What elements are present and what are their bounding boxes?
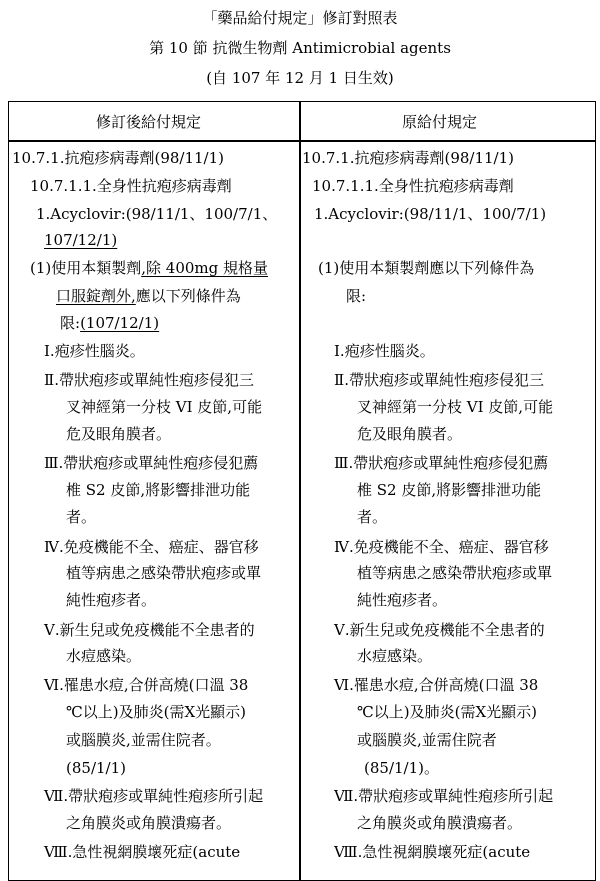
column-divider [299, 101, 301, 881]
condition-item-cont: 或腦膜炎,並需住院者 [357, 731, 497, 749]
condition-item: Ⅱ.帶狀疱疹或單純性疱疹侵犯三 [44, 371, 254, 389]
condition-item-cont: 危及眼角膜者。 [357, 425, 463, 443]
condition-item: Ⅲ.帶狀疱疹或單純性疱疹侵犯薦 [334, 454, 549, 472]
condition-item-cont: 椎 S2 皮節,將影響排泄功能 [66, 481, 251, 499]
clause-added-text: 口服錠劑外, [56, 287, 136, 305]
condition-item-cont: ℃以上)及肺炎(需Ⅹ光顯示) [357, 703, 538, 721]
condition-item: Ⅲ.帶狀疱疹或單純性疱疹侵犯薦 [44, 454, 259, 472]
condition-item: Ⅷ.急性視網膜壞死症(acute [334, 843, 531, 861]
condition-item: Ⅱ.帶狀疱疹或單純性疱疹侵犯三 [334, 371, 544, 389]
condition-item: Ⅳ.免疫機能不全、癌症、器官移 [44, 538, 259, 556]
condition-item-cont: 之角膜炎或角膜潰瘍者。 [357, 814, 523, 832]
condition-item-cont: ℃以上)及肺炎(需Ⅹ光顯示) [66, 703, 247, 721]
condition-item-date: (85/1/1) [66, 759, 126, 777]
condition-item: Ⅷ.急性視網膜壞死症(acute [44, 843, 241, 861]
clause-added-text: ,除 400mg 規格量 [141, 259, 269, 277]
condition-item-cont: 者。 [357, 508, 388, 526]
condition-item-cont: 者。 [66, 508, 97, 526]
condition-item-cont: 叉神經第一分枝 VI 皮節,可能 [66, 398, 263, 416]
clause-added-date: (107/12/1) [80, 314, 160, 332]
condition-item: Ⅵ.罹患水痘,合併高燒(口溫 38 [44, 676, 249, 694]
rule-subheading: 10.7.1.1.全身性抗疱疹病毒劑 [312, 177, 514, 195]
condition-item-date: (85/1/1)。 [364, 759, 439, 777]
clause-line [60, 313, 159, 333]
condition-item-cont: 之角膜炎或角膜潰瘍者。 [66, 814, 232, 832]
clause-text: 應以下列條件為 [135, 287, 241, 305]
condition-item: Ⅰ.疱疹性腦炎。 [44, 342, 145, 360]
clause-line: 限: [346, 287, 367, 305]
condition-item-cont: 純性疱疹者。 [66, 591, 157, 609]
rule-heading: 10.7.1.抗疱疹病毒劑(98/11/1) [12, 149, 225, 167]
condition-item-cont: 植等病患之感染帶狀疱疹或單 [66, 564, 262, 582]
condition-item: Ⅵ.罹患水痘,合併高燒(口溫 38 [334, 676, 539, 694]
condition-item: Ⅶ.帶狀疱疹或單純性疱疹所引起 [44, 787, 264, 805]
drug-line: 1.Acyclovir:(98/11/1、100/7/1) [314, 205, 547, 223]
clause-text: 限: [60, 314, 81, 332]
effective-date: (自 107 年 12 月 1 日生效) [206, 69, 394, 87]
clause-line: (1)使用本類製劑應以下列條件為 [318, 259, 535, 277]
header-divider [8, 140, 596, 142]
col-header-original: 原給付規定 [402, 113, 478, 131]
condition-item-cont: 水痘感染。 [357, 647, 433, 665]
condition-item: Ⅳ.免疫機能不全、癌症、器官移 [334, 538, 549, 556]
section-title: 第 10 節 抗微生物劑 Antimicrobial agents [149, 39, 451, 57]
condition-item-cont: 純性疱疹者。 [357, 591, 448, 609]
drug-line-added-date: 107/12/1) [44, 231, 118, 249]
condition-item-cont: 水痘感染。 [66, 647, 142, 665]
clause-line [56, 286, 241, 306]
condition-item: Ⅰ.疱疹性腦炎。 [334, 342, 435, 360]
condition-item: Ⅶ.帶狀疱疹或單純性疱疹所引起 [334, 787, 554, 805]
rule-heading: 10.7.1.抗疱疹病毒劑(98/11/1) [302, 149, 515, 167]
clause-text: (1)使用本類製劑 [30, 259, 142, 277]
condition-item-cont: 椎 S2 皮節,將影響排泄功能 [357, 481, 542, 499]
clause-line [30, 258, 268, 278]
rule-subheading: 10.7.1.1.全身性抗疱疹病毒劑 [30, 177, 232, 195]
col-header-revised: 修訂後給付規定 [96, 113, 202, 131]
condition-item: Ⅴ.新生兒或免疫機能不全患者的 [44, 621, 255, 639]
condition-item-cont: 植等病患之感染帶狀疱疹或單 [357, 564, 553, 582]
condition-item-cont: 叉神經第一分枝 VI 皮節,可能 [357, 398, 554, 416]
condition-item-cont: 危及眼角膜者。 [66, 425, 172, 443]
document-title: 「藥品給付規定」修訂對照表 [202, 9, 398, 27]
condition-item: Ⅴ.新生兒或免疫機能不全患者的 [334, 621, 545, 639]
drug-line: 1.Acyclovir:(98/11/1、100/7/1、 [36, 205, 278, 223]
condition-item-cont: 或腦膜炎,並需住院者。 [66, 731, 221, 749]
